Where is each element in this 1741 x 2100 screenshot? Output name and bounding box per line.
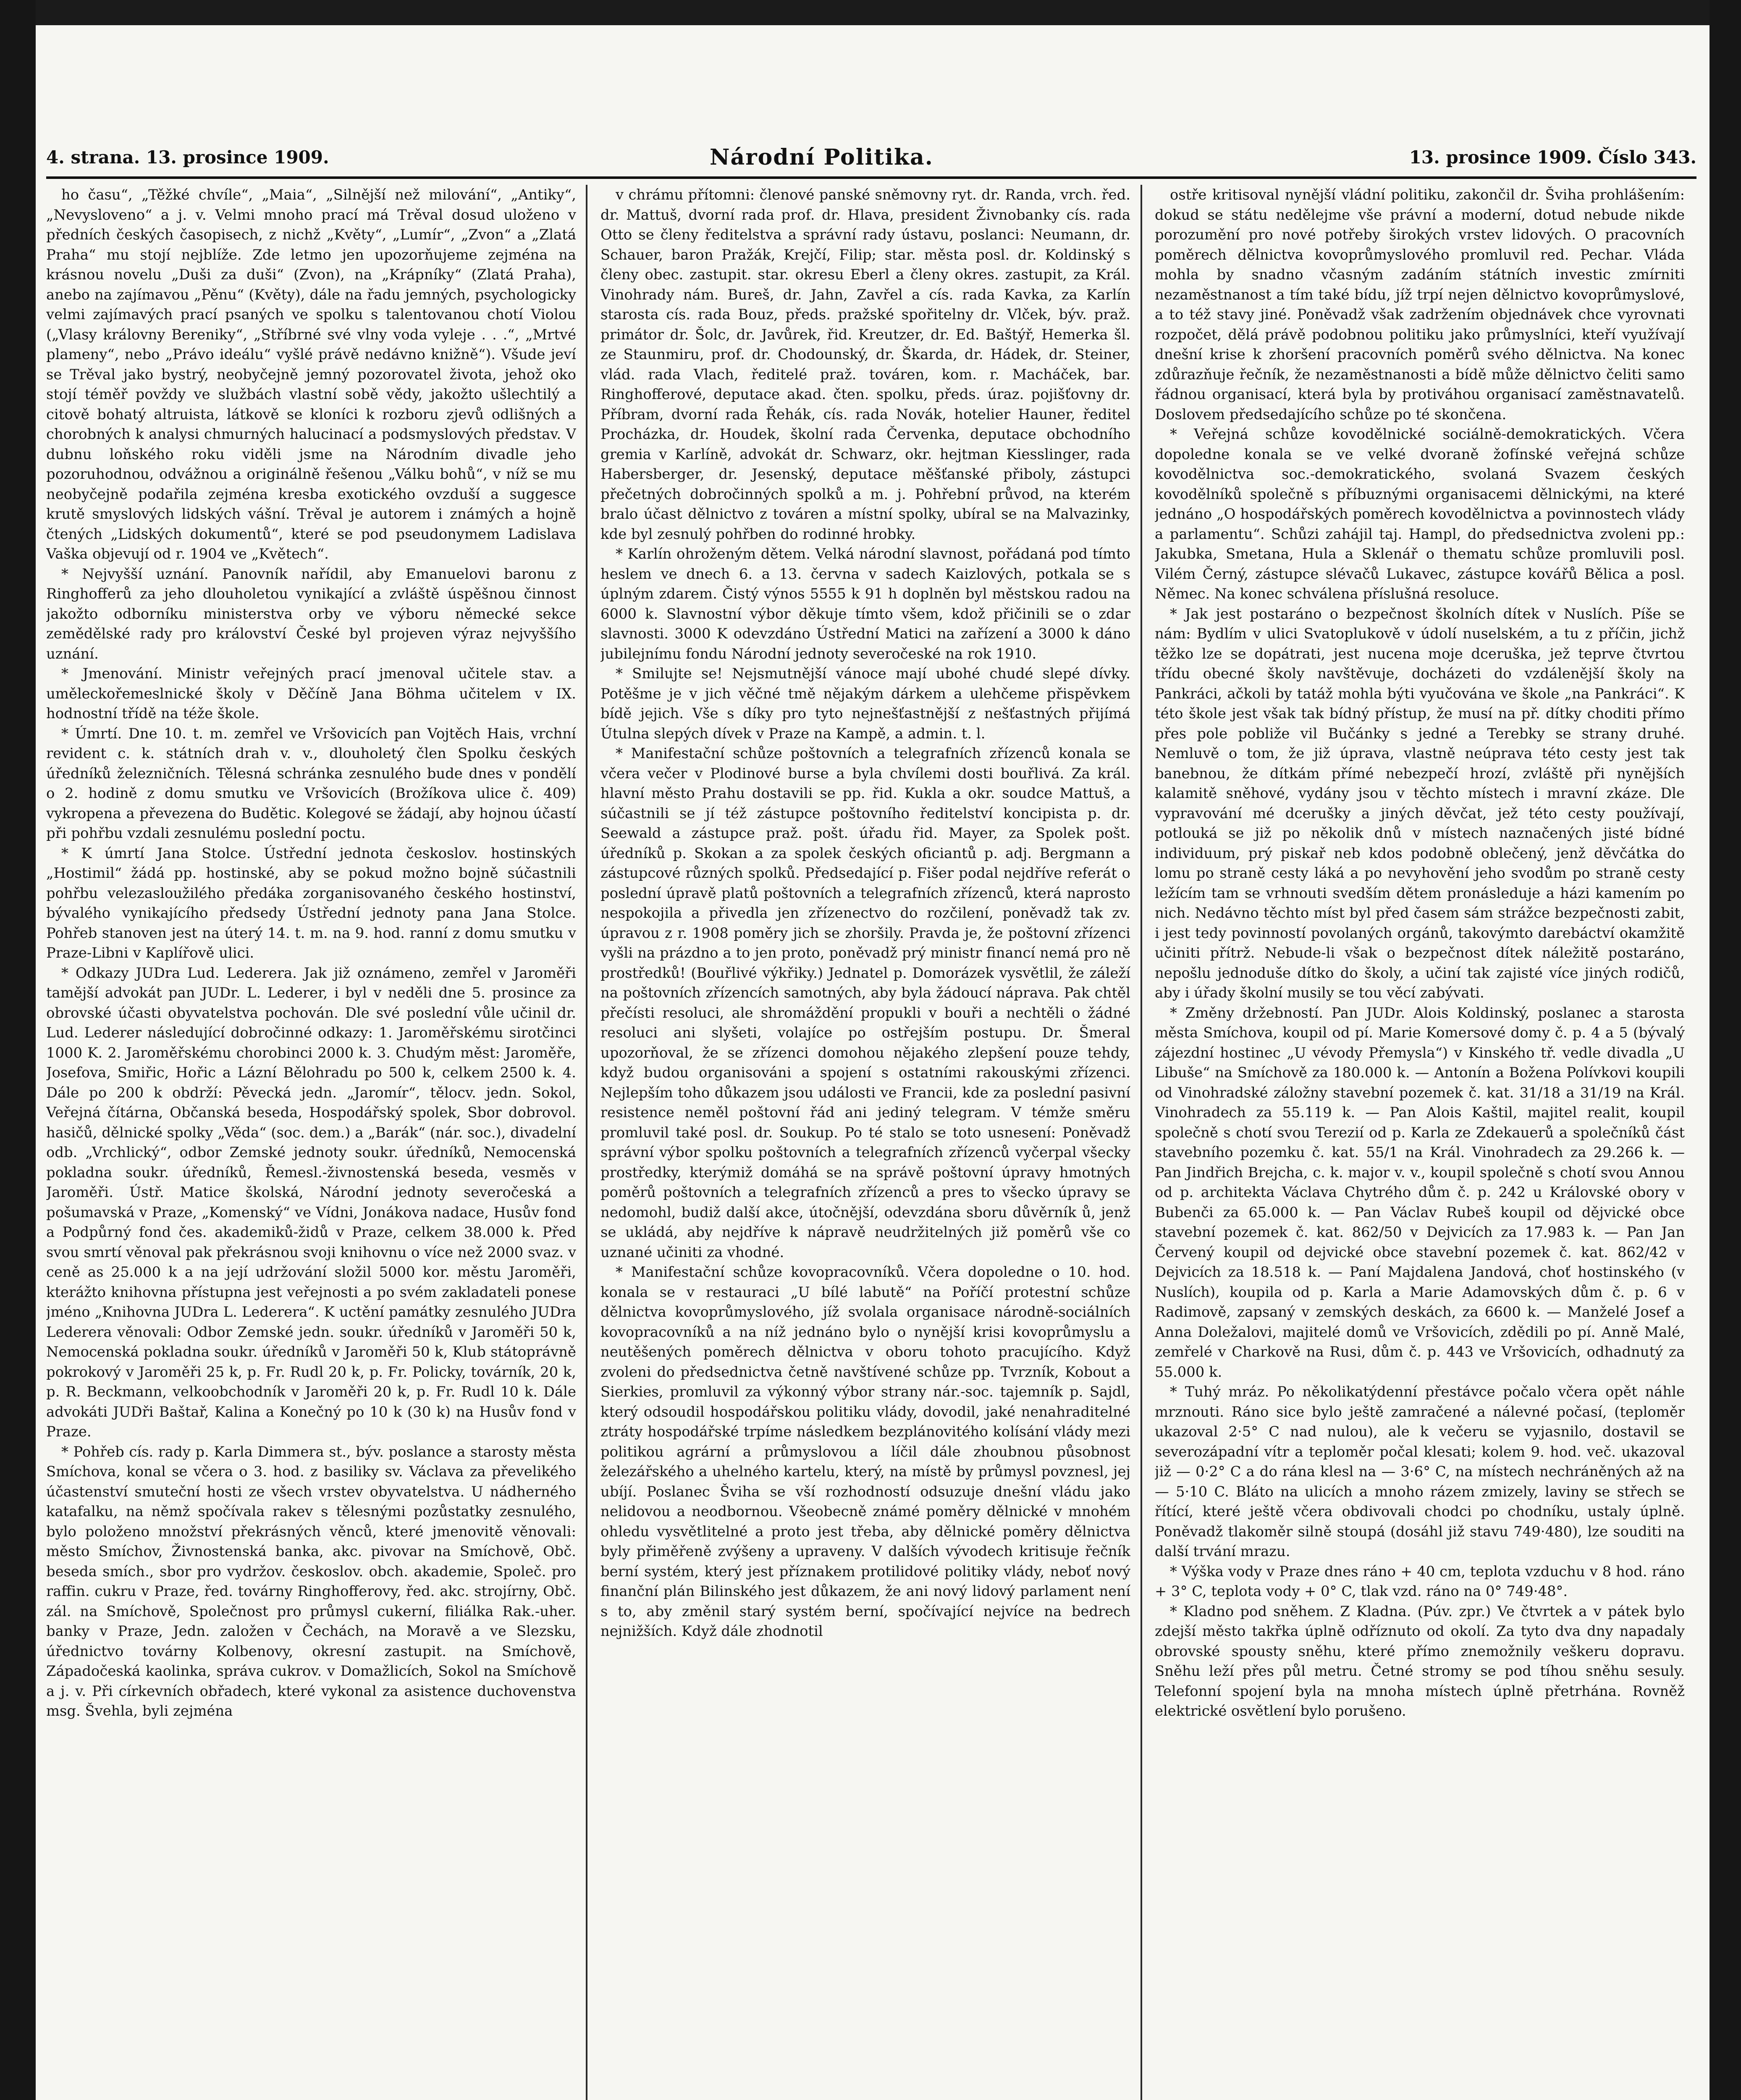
article-paragraph: * Kladno pod sněhem. Z Kladna. (Púv. zpr.) Ve čtvrtek a v pátek bylo zdejší město takřka úplně odříznuto od okolí. Za tyto dva dny napadaly obrovské spousty sněhu, které přímo znemožnily veškeru dopravu. Sněhu leží přes půl metru. Četné stromy se pod tíhou sněhu sesuly. Telefonní spojení byla na mnoha místech úplně přetrhána. Rovněž elektrické osvětlení bylo porušeno. [1155, 1603, 1685, 1719]
page-header [46, 144, 1696, 176]
article-paragraph: ostře kritisoval nynější vládní politiku, zakončil dr. Šviha prohlášením: dokud se státu nedělejme vše právní a moderní, dotud nebude nikde porozumění pro nové potřeby širokých vrstev lidových. O pracovních poměrech dělnictva kovoprůmyslového promluvil red. Pechar. Vláda mohla by snadno včasným zadáním státních investic zmírniti nezaměstnanost a tím také bídu, jíž trpí nejen dělnictvo kovoprůmyslové, a to též stavy jiné. Poněvadž však zadržením objednávek chce vyrovnati rozpočet, dělá právě podobnou politiku jako průmyslníci, kteří využívají dnešní krise k zhoršení pracovních poměrů svého dělnictva. Na konec zdůrazňuje řečník, že nezaměstnanosti a bídě může dělnictvo čeliti samo řádnou organisací, která byla by protiváhou organisací zaměstnavatelů. Doslovem předsedajícího schůze po té skončena. [1155, 186, 1685, 423]
article-paragraph: * Odkazy JUDra Lud. Lederera. Jak již oznámeno, zemřel v Jaroměři tamější advokát pan JUDr. L. Lederer, i byl v neděli dne 5. prosince za obrovské účasti obyvatelstva pochován. Dle své poslední vůle učinil dr. Lud. Lederer následující dobročinné odkazy: 1. Jaroměřskému sirotčinci 1000 K. 2. Jaroměřskému chorobinci 2000 k. 3. Chudým měst: Jaroměře, Josefova, Smiřic, Hořic a Lázní Bělohradu po 500 k, celkem 2500 k. 4. Dále po 200 k obdrží: Pěvecká jedn. „Jaromír“, tělocv. jedn. Sokol, Veřejná čítárna, Občanská beseda, Hospodářský spolek, Sbor dobrovol. hasičů, dělnické spolky „Věda“ (soc. dem.) a „Barák“ (nár. soc.), divadelní odb. „Vrchlický“, odbor Zemské jednoty soukr. úředníků, Nemocenská pokladna soukr. úředníků, Řemesl.-živnostenská beseda, vesměs v Jaroměři. Ústř. Matice školská, Národní jednoty severočeská a pošumavská v Praze, „Komenský“ ve Vídni, Jonákova nadace, Husův fond a Podpůrný fond čes. akademiků-židů v Praze, celkem 38.000 k. Před svou smrtí věnoval pak překrásnou svoji knihovnu o více než 2000 svaz. v ceně as 25.000 k a na její udržování složil 5000 kor. městu Jaroměři, kterážto knihovna přístupna jest veřejnosti a po svém zakladateli ponese jméno „Knihovna JUDra L. Lederera“. K uctění památky zesnulého JUDra Lederera věnovali: Odbor Zemské jedn. soukr. úředníků v Jaroměři 50 k, Nemocenská pokladna soukr. úředníků v Jaroměři 50 k, Klub státoprávně pokrokový v Jaroměři 25 k, p. Fr. Rudl 20 k, p. Fr. Policky, továrník, 20 k, p. R. Beckmann, velkoobchodník v Jaroměři 20 k, p. Fr. Rudl 10 k. Dále advokáti JUDři Baštař, Kalina a Konečný po 10 k (30 k) na Husův fond v Praze. [46, 964, 576, 1440]
scan-border-left [0, 0, 36, 2100]
article-paragraph: * Výška vody v Praze dnes ráno + 40 cm, teplota vzduchu v 8 hod. ráno + 3° C, teplota vody + 0° C, tlak vzd. ráno na 0° 749·48°. [1155, 1563, 1685, 1599]
column-divider [586, 185, 587, 2100]
article-paragraph: ho času“, „Těžké chvíle“, „Maia“, „Silnější než milování“, „Antiky“, „Nevysloveno“ a j. v. Velmi mnoho prací má Trěval dosud uloženo v předních českých časopisech, z nichž „Květy“, „Lumír“, „Zvon“ a „Zlatá Praha“ mu stojí nejblíže. Zde letmo jen upozorňujeme zejména na krásnou novelu „Duši za duši“ (Zvon), na „Krápníky“ (Zlatá Praha), anebo na zajímavou „Pěnu“ (Květy), dále na řadu jemných, psychologicky velmi zajímavých prací psaných ve spolku s talentovanou chotí Violou („Vlasy královny Bereniky“, „Stříbrné své vlny voda vyleje . . .“, „Mrtvé plameny“, nebo „Právo ideálu“ vyšlé právě nedávno knižně“). Všude jeví se Trěval jako bystrý, neobyčejně jemný pozorovatel života, jehož oko stojí téměř povždy ve službách vlastní sobě vědy, jakožto ušlechtilý a citově bohatý altruista, látkově se kloníci k rozboru zjevů odlišných a chorobných k analysi chmurných halucinací a podsmyslových představ. V dubnu loňského roku viděli jsme na Národním divadle jeho pozoruhodnou, odvážnou a originálně řešenou „Válku bohů“, v níž se mu neobyčejně podařila zejména kresba exotického ovzduší a suggesce krutě smyslových lidských vášní. Trěval je autorem i známých a hojně čtených „Lidských dokumentů“, které se pod pseudonymem Ladislava Vaška objevují od r. 1904 ve „Květech“. [46, 186, 576, 562]
issue-date-number: 13. prosince 1909. Číslo 343. [1409, 147, 1696, 168]
article-paragraph: * Tuhý mráz. Po několikatýdenní přestávce počalo včera opět náhle mrznouti. Ráno sice bylo ještě zamračené a nálevné počasí, (teploměr ukazoval 2·5° C nad nulou), ale k večeru se vyjasnilo, dostavil se severozápadní vítr a teploměr počal klesati; kolem 9. hod. več. ukazoval již — 0·2° C a do rána klesl na — 3·6° C, na místech nechráněných až na — 5·10 C. Bláto na ulicích a mnoho rázem zmizely, laviny se střech se řítící, které ještě včera obdivovali chodci po chodníku, ustaly úplně. Poněvadž tlakoměr silně stoupá (dosáhl již stavu 749·480), lze souditi na další trvání mrazu. [1155, 1383, 1685, 1559]
column-2 [600, 185, 1130, 2100]
header-rule [46, 176, 1696, 179]
column-3 [1155, 185, 1685, 2100]
article-paragraph: * Karlín ohroženým dětem. Velká národní slavnost, pořádaná pod tímto heslem ve dnech 6. a 13. června v sadech Kaizlových, potkala se s úplným zdarem. Čistý výnos 5555 k 91 h doplněn byl městskou radou na 6000 k. Slavnostní výbor děkuje tímto všem, kdož přičinili se o zdar slavnosti. 3000 K odevzdáno Ústřední Matici na zařízení a 3000 k dáno jubilejnímu fondu Národní jednoty severočeské na rok 1910. [600, 546, 1130, 662]
article-paragraph: * Úmrtí. Dne 10. t. m. zemřel ve Vršovicích pan Vojtěch Hais, vrchní revident c. k. státních drah v. v., dlouholetý člen Spolku českých úředníků železničních. Tělesná schránka zesnulého bude dnes v pondělí o 2. hodině z domu smutku ve Vršovicích (Brožíkova ulice č. 409) vykropena a převezena do Budětic. Kolegové se žádají, aby hojnou účastí při pohřbu vzdali zesnulému poslední poctu. [46, 725, 576, 841]
article-paragraph: * Manifestační schůze poštovních a telegrafních zřízenců konala se včera večer v Plodinové burse a byla chvílemi dosti bouřlivá. Za král. hlavní město Prahu dostavili se pp. řid. Kukla a okr. soudce Mattuš, a súčastnili se jí též zástupce poštovního ředitelství koncipista p. dr. Seewald a zástupce praž. pošt. úřadu řid. Mayer, za Spolek pošt. úředníků p. Skokan a za spolek českých oficiantů p. adj. Bergmann a zástupcové různých spolků. Předsedající p. Fišer podal nejdříve referát o poslední úpravě platů poštovních a telegrafních zřízenců, která naprosto nespokojila a přivedla jen zřízenectvo do rozčilení, poněvadž tak zv. úpravou z r. 1908 poměry jich se zhoršily. Pravda je, že poštovní zřízenci vyšli na prázdno a to jen proto, poněvadž prý ministr financí nemá pro ně prostředků! (Bouřlivé výkřiky.) Jednatel p. Domorázek vysvětlil, že záleží na poštovních zřízencích samotných, aby byla žádoucí náprava. Pak chtěl přečísti resoluci, ale shromáždění propukli v bouři a nechtěli o žádné resoluci ani slyšeti, volajíce po ostřejším postupu. Dr. Šmeral upozorňoval, že se zřízenci domohou nějakého zlepšení pouze tehdy, když budou organisováni a spojení s ostatními rakouskými zřízenci. Nejlepším toho důkazem jsou události ve Francii, kde za poslední pasivní resistence neměl poštovní řád ani jediný telegram. V témže směru promluvil také posl. dr. Soukup. Po té stalo se toto usnesení: Poněvadž správní výbor spolku poštovních a telegrafních zřízenců vyčerpal všecky prostředky, kterýmiž domáhá se na správě poštovní úpravy hmotných poměrů poštovních a telegrafních zřízenců a pres to všecko úpravy se nedomohl, budiž další akce, útočnější, odevzdána sboru důvěrník ů, jenž se ukládá, aby nejdříve k nápravě neudržitelných již poměrů vše co uznané učiniti za vhodné. [600, 745, 1130, 1260]
article-paragraph: * K úmrtí Jana Stolce. Ústřední jednota českoslov. hostinských „Hostimil“ žádá pp. hostinské, aby se pokud možno bojně súčastnili pohřbu velezasloužilého předáka zorganisovaného českého hostinství, bývalého vynikajícího předsedy Ústřední jednoty pana Jana Stolce. Pohřeb stanoven jest na úterý 14. t. m. na 9. hod. ranní z domu smutku v Praze-Libni v Kaplířově ulici. [46, 845, 576, 961]
newspaper-title: Národní Politika. [710, 144, 933, 170]
article-paragraph: * Smilujte se! Nejsmutnější vánoce mají ubohé chudé slepé dívky. Potěšme je v jich věčné tmě nějakým dárkem a ulehčeme přispěvkem bídě jejich. Vše s díky pro tyto nejnešťastnější z nešťastných přijímá Útulna slepých dívek v Praze na Kampě, a admin. t. l. [600, 665, 1130, 742]
page-number-date: 4. strana. 13. prosince 1909. [46, 147, 329, 168]
article-paragraph: * Jak jest postaráno o bezpečnost školních dítek v Nuslích. Píše se nám: Bydlím v ulici Svatoplukově v údolí nuselském, a tu z příčin, jichž těžko lze se dopátrati, jest nucena moje dceruška, jež teprve čtvrtou třídu obecné školy navštěvuje, docházeti do vzdálenější školy na Pankráci, ačkoli by tatáž mohla býti vyučována ve škole „na Pankráci“. K této škole jest však tak bídný přístup, že musí na př. dítky choditi přímo přes pole pobliže vil Bučánky s jedné a Terebky se strany druhé. Nemluvě o tom, že již úprava, vlastně neúprava této cesty jest tak banebnou, že dítkám přímé nebezpečí hrozí, zvláště při nynějších kalamitě sněhové, vydány jsou v těchto místech i mravní zkáze. Dle vypravování mé dcerušky a jiných děvčat, jež této cesty používají, potlouká se již po několik dnů v místech naznačených jisté bídné individuum, prý piskař neb kdos podobně oblečený, jenž děvčátka do lomu po straně cesty láká a po nevyhovění jeho svodům po straně cesty ležícím tam se vrhnouti svedším dětem pronásleduje a házi kamením po nich. Nedávno těchto míst byl před časem sám strážce bezpečnosti zabit, i jest tedy povinností povolaných orgánů, takovýmto darebáctví okamžitě učiniti přítrž. Nebude-li však o bezpečnost dítek náležitě postaráno, nepošlu jednoduše dítko do školy, a učiní tak zajisté více jiných rodičů, aby i úřady školní musily se tou věcí zabývati. [1155, 605, 1685, 1001]
article-paragraph: * Veřejná schůze kovodělnické sociálně-demokratických. Včera dopoledne konala se ve velké dvoraně žofínské veřejná schůze kovodělnictva soc.-demokratického, svolaná Svazem českých kovodělníků společně s příbuznými organisacemi dělnickými, na které jednáno „O hospodářských poměrech kovodělnictva a povinnostech vlády a parlamentu“. Schůzi zahájil taj. Hampl, do předsednictva zvoleni pp.: Jakubka, Smetana, Hula a Sklenář o thematu schůze promluvili posl. Vilém Černý, zástupce slévačů Lukavec, zástupce kovářů Bělica a posl. Němec. Na konec schválena příslušná resoluce. [1155, 426, 1685, 602]
article-paragraph: * Nejvyšší uznání. Panovník nařídil, aby Emanuelovi baronu z Ringhofferů za jeho dlouholetou vynikající a zvláště úspěšnou činnost jakožto odborníku ministerstva orby ve výboru německé sekce zemědělské rady pro království České byl projeven výraz nejvyššího uznání. [46, 565, 576, 662]
article-paragraph: * Změny držebností. Pan JUDr. Alois Koldinský, poslanec a starosta města Smíchova, koupil od pí. Marie Komersové domy č. p. 4 a 5 (bývalý zájezdní hostinec „U vévody Přemysla“) v Kinského tř. vedle divadla „U Libuše“ na Smíchově za 180.000 k. — Antonín a Božena Polívkovi koupili od Vinohradské záložny stavební pozemek č. kat. 31/18 a 31/19 na Král. Vinohradech za 55.119 k. — Pan Alois Kaštil, majitel realit, koupil společně s chotí svou Terezií od p. Karla ze Zdekauerů a společníků část stavebního pozemku č. kat. 55/1 na Král. Vinohradech za 29.266 k. — Pan Jindřich Brejcha, c. k. major v. v., koupil společně s chotí svou Annou od p. architekta Václava Chytrého dům č. p. 242 u Královské obory v Bubenči za 65.000 k. — Pan Václav Rubeš koupil od dějvické obce stavební pozemek č. kat. 862/50 v Dejvicích za 17.983 k. — Pan Jan Červený koupil od dejvické obce stavební pozemek č. kat. 862/42 v Dejvicích za 18.518 k. — Paní Majdalena Jandová, choť hostinského (v Nuslích), koupila od p. Karla a Marie Adamovských dům č. p. 6 v Radimově, zapsaný v zemských deskách, za 6600 k. — Manželé Josef a Anna Doležalovi, majitelé domů ve Vršovicích, zdědili po pí. Anně Malé, zemřelé v Charkově na Rusi, dům č. p. 443 ve Vršovicích, odhadnutý za 55.000 k. [1155, 1004, 1685, 1380]
scan-border-right [1710, 0, 1741, 2100]
column-divider [1141, 185, 1142, 2100]
scan-border-top [0, 0, 1741, 25]
article-paragraph: * Manifestační schůze kovopracovníků. Včera dopoledne o 10. hod. konala se v restauraci „U bílé labutě“ na Poříčí protestní schůze dělnictva kovoprůmyslového, jíž svolala organisace národně-sociálních kovopracovníků a na níž jednáno bylo o nynější krisi kovoprůmyslu a neutěšených poměrech dělnictva v oboru tohoto pracujícího. Když zvoleni do předsednictva četně navštívené schůze pp. Tvrzník, Kobout a Sierkies, promluvil za výkonný výbor strany nár.-soc. tajemník p. Sajdl, který odsoudil hospodářskou politiku vlády, dovodil, jaké nenahraditelné ztráty hospodářské trpíme následkem bezplánovitého kolísání vlády mezi politikou agrární a průmyslovou a líčil dále zhoubnou působnost železářského a uhelného kartelu, který, na místě by průmysl povznesl, jej ubíjí. Poslanec Šviha se vší rozhodností odsuzuje dnešní vládu jako nelidovou a neodbornou. Všeobecně známé poměry dělnické v mnohém ohledu vysvětlitelné a proto jest třeba, aby dělnické poměry dělnictva byly přiměřeně zvýšeny a upraveny. V dalších vývodech kritisuje řečník berní systém, který jest příznakem protilidové politiky vlády, neboť nový finanční plán Bilinského jest důkazem, že ani nový lidový parlament není s to, aby změnil starý systém berní, spočívající nejvíce na bedrech nejnižších. Když dále zhodnotil [600, 1264, 1130, 1639]
article-paragraph: v chrámu přítomni: členové panské sněmovny ryt. dr. Randa, vrch. řed. dr. Mattuš, dvorní rada prof. dr. Hlava, president Živnobanky cís. rada Otto se členy ředitelstva a správní rady ústavu, poslanci: Neumann, dr. Schauer, baron Pražák, Krejčí, Filip; star. města posl. dr. Koldinský s členy obec. zastupit. star. okresu Eberl a členy okres. zastupit, za Král. Vinohrady nám. Bureš, dr. Jahn, Zavřel a cís. rada Kavka, za Karlín starosta cís. rada Bouz, předs. pražské spořitelny dr. Vlček, býv. praž. primátor dr. Šolc, dr. Javůrek, řid. Kreutzer, dr. Ed. Baštýř, Hemerka šl. ze Staunmiru, prof. dr. Chodounský, dr. Škarda, dr. Hádek, dr. Steiner, vlád. rada Vlach, ředitelé praž. továren, kom. r. Macháček, bar. Ringhofferové, deputace akad. čten. spolku, předs. úraz. pojišťovny dr. Příbram, dvorní rada Řehák, cís. rada Novák, hotelier Hauner, ředitel Procházka, dr. Houdek, školní rada Červenka, deputace obchodního gremia v Karlíně, advokát dr. Schwarz, okr. hejtman Kiesslinger, rada Habersberger, dr. Jesenský, deputace měšťanské přiboly, zástupci přečetných dobročinných spolků a m. j. Pohřební průvod, na kterém bralo účast dělnictvo z továren a místní spolky, ubíral se na Malvazinky, kde byl zesnulý pohřben do rodinné hrobky. [600, 186, 1130, 542]
article-paragraph: * Jmenování. Ministr veřejných prací jmenoval učitele stav. a uměleckořemeslnické školy v Děčíně Jana Böhma učitelem v IX. hodnostní třídě na téže škole. [46, 665, 576, 722]
column-1 [46, 185, 576, 2100]
article-paragraph: * Pohřeb cís. rady p. Karla Dimmera st., býv. poslance a starosty města Smíchova, konal se včera o 3. hod. z basiliky sv. Václava za převelikého účastenství smuteční hosti ze všech vrstev obyvatelstva. U nádherného katafalku, na němž spočívala rakev s tělesnými pozůstatky zesnulého, bylo položeno množství překrásných věnců, které jmenovitě věnovali: město Smíchov, Živnostenská banka, akc. pivovar na Smíchově, Obč. beseda smích., sbor pro vydržov. českoslov. obch. akademie, Společ. pro raffin. cukru v Praze, řed. továrny Ringhofferovy, řed. akc. strojírny, Obč. zál. na Smíchově, Společnost pro průmysl cukerní, filiálka Rak.-uher. banky v Praze, Jedn. založen v Čechách, na Moravě a ve Slezsku, úřednictvo továrny Kolbenovy, okresní zastupit. na Smíchově, Západočeská kaolinka, správa cukrov. v Domažlicích, Sokol na Smíchově a j. v. Při církevních obřadech, které vykonal za asistence duchovenstva msg. Švehla, byli zejména [46, 1443, 576, 1719]
